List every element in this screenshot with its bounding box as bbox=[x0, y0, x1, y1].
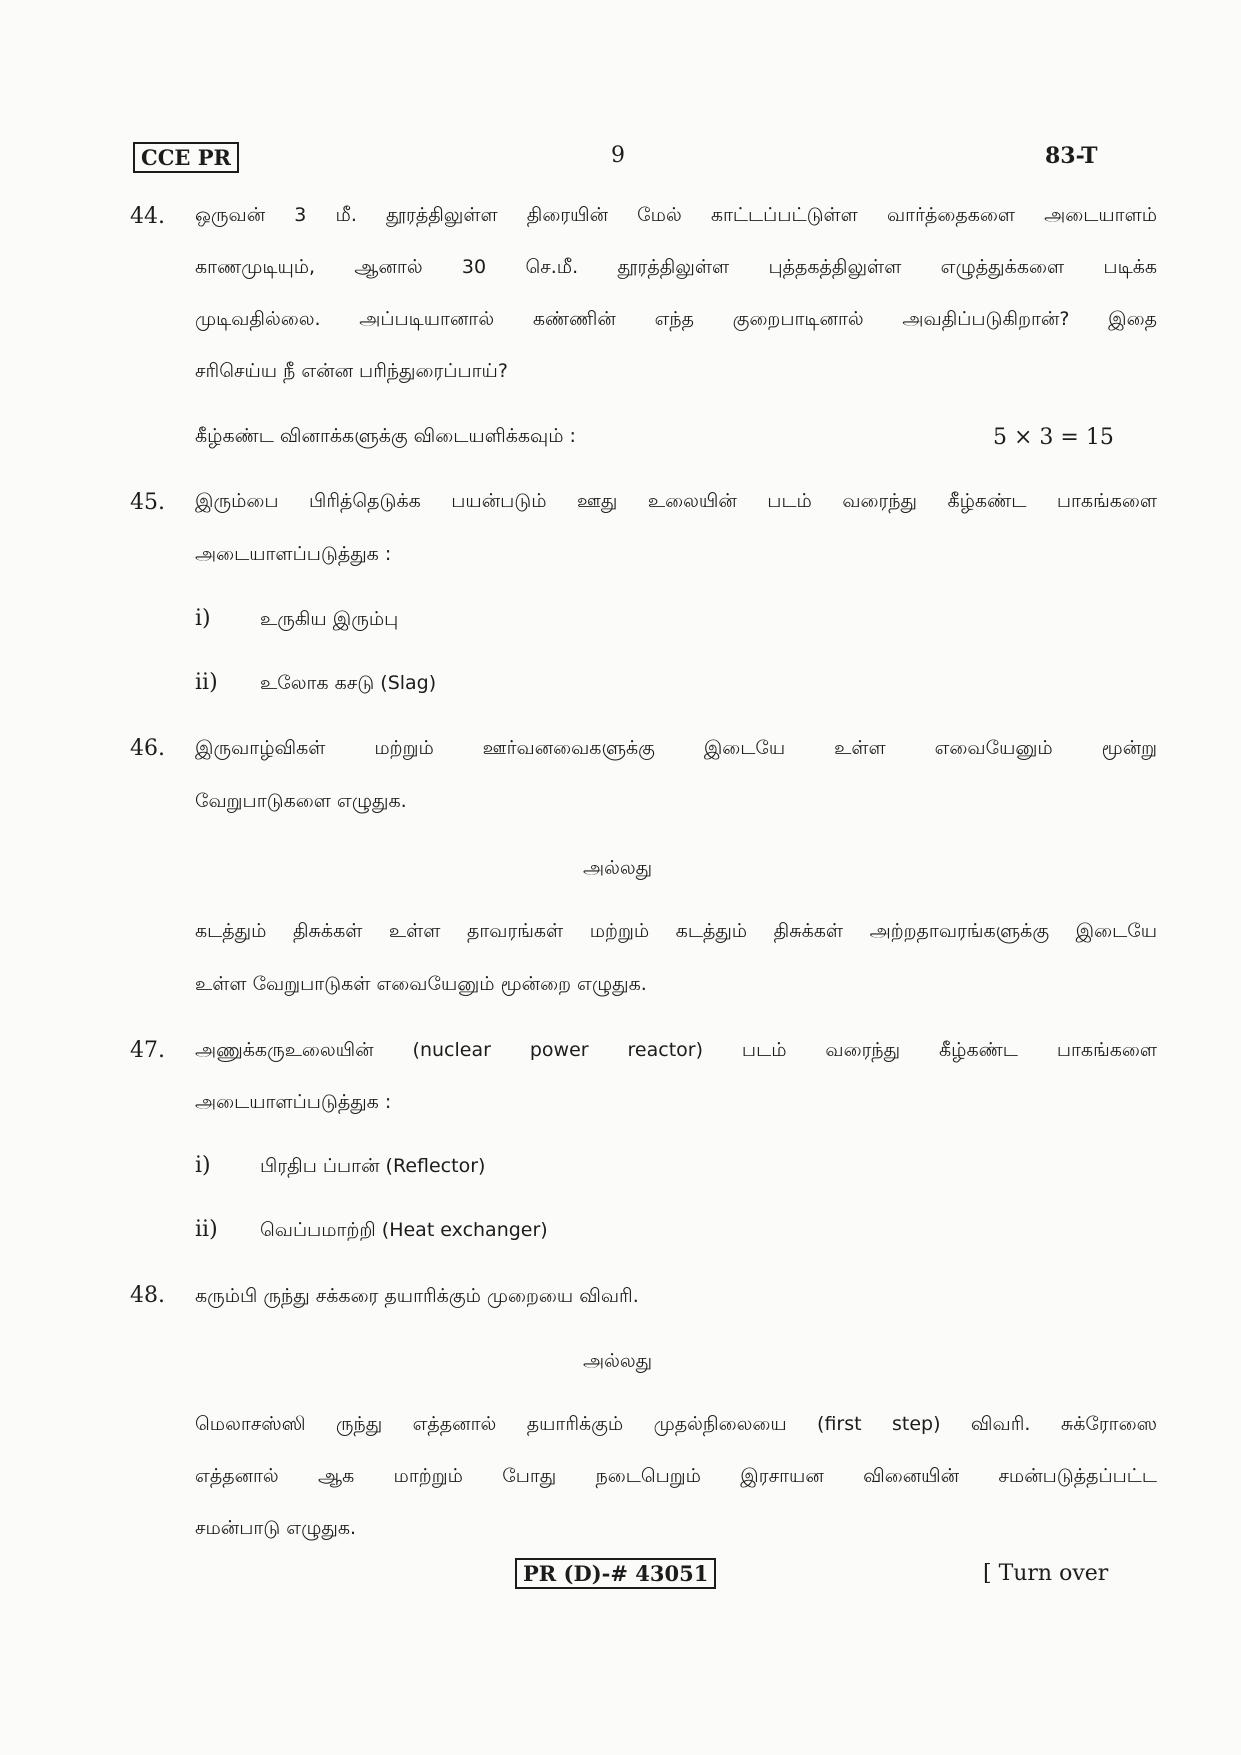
q48-alt-line-3: சமன்பாடு எழுதுக. bbox=[195, 1517, 357, 1539]
q47-line-2: அடையாளப்படுத்துக : bbox=[195, 1091, 392, 1113]
question-number-47: 47. bbox=[130, 1038, 165, 1063]
q44-line-4: சரிசெய்ய நீ என்ன பரிந்துரைப்பாய்? bbox=[195, 360, 508, 382]
q48-alt-line-1: மெலாசஸ்ஸி ருந்து எத்தனால் தயாரிக்கும் முதல்நிலையை (first step) விவரி. சுக்ரோஸை bbox=[195, 1413, 1157, 1435]
q45-item-ii-text: உலோக கசடு (Slag) bbox=[260, 672, 437, 694]
q46-alt-line-1: கடத்தும் திசுக்கள் உள்ள தாவரங்கள் மற்றும் கடத்தும் திசுக்கள் அற்றதாவரங்களுக்கு இடையே bbox=[195, 920, 1157, 942]
q46-or: அல்லது bbox=[583, 857, 653, 879]
q47-item-i-text: பிரதிப ப்பான் (Reflector) bbox=[260, 1155, 486, 1177]
question-number-48: 48. bbox=[130, 1283, 165, 1308]
page-number: 9 bbox=[611, 143, 625, 168]
q46-line-2: வேறுபாடுகளை எழுதுக. bbox=[195, 790, 407, 812]
q46-alt-line-2: உள்ள வேறுபாடுகள் எவையேனும் மூன்றை எழுதுக. bbox=[195, 973, 647, 995]
q44-line-1: ஒருவன் 3 மீ. தூரத்திலுள்ள திரையின் மேல் காட்டப்பட்டுள்ள வார்த்தைகளை அடையாளம் bbox=[195, 204, 1157, 226]
q47-line-1: அணுக்கருஉலையின் (nuclear power reactor) படம் வரைந்து கீழ்கண்ட பாகங்களை bbox=[195, 1039, 1157, 1061]
q47-item-ii-label: ii) bbox=[195, 1217, 218, 1242]
q48-alt-line-2: எத்தனால் ஆக மாற்றும் போது நடைபெறும் இரசாயன வினையின் சமன்படுத்தப்பட்ட bbox=[195, 1465, 1157, 1487]
q48-line-1: கரும்பி ருந்து சக்கரை தயாரிக்கும் முறையை விவரி. bbox=[195, 1285, 639, 1307]
footer-code-box: PR (D)-# 43051 bbox=[515, 1558, 716, 1589]
cce-pr-box: CCE PR bbox=[133, 142, 239, 173]
q45-item-i-text: உருகிய இரும்பு bbox=[260, 608, 399, 630]
q45-item-ii-label: ii) bbox=[195, 670, 218, 695]
q45-line-1: இரும்பை பிரித்தெடுக்க பயன்படும் ஊது உலையின் படம் வரைந்து கீழ்கண்ட பாகங்களை bbox=[195, 490, 1157, 512]
q45-line-2: அடையாளப்படுத்துக : bbox=[195, 543, 392, 565]
section-instruction: கீழ்கண்ட வினாக்களுக்கு விடையளிக்கவும் : bbox=[195, 425, 576, 447]
q44-line-3: முடிவதில்லை. அப்படியானால் கண்ணின் எந்த குறைபாடினால் அவதிப்படுகிறான்? இதை bbox=[195, 308, 1157, 330]
q47-item-i-label: i) bbox=[195, 1153, 211, 1178]
question-number-44: 44. bbox=[130, 204, 165, 229]
question-number-45: 45. bbox=[130, 490, 165, 515]
q44-line-2: காணமுடியும், ஆனால் 30 செ.மீ. தூரத்திலுள்ள புத்தகத்திலுள்ள எழுத்துக்களை படிக்க bbox=[195, 256, 1157, 278]
q47-item-ii-text: வெப்பமாற்றி (Heat exchanger) bbox=[260, 1219, 548, 1241]
q46-line-1: இருவாழ்விகள் மற்றும் ஊர்வனவைகளுக்கு இடையே உள்ள எவையேனும் மூன்று bbox=[195, 737, 1157, 759]
paper-code: 83-T bbox=[1045, 143, 1098, 169]
q45-item-i-label: i) bbox=[195, 606, 211, 631]
section-marks: 5 × 3 = 15 bbox=[993, 425, 1114, 450]
q48-or: அல்லது bbox=[583, 1350, 653, 1372]
question-number-46: 46. bbox=[130, 736, 165, 761]
turn-over-text: [ Turn over bbox=[983, 1561, 1109, 1586]
